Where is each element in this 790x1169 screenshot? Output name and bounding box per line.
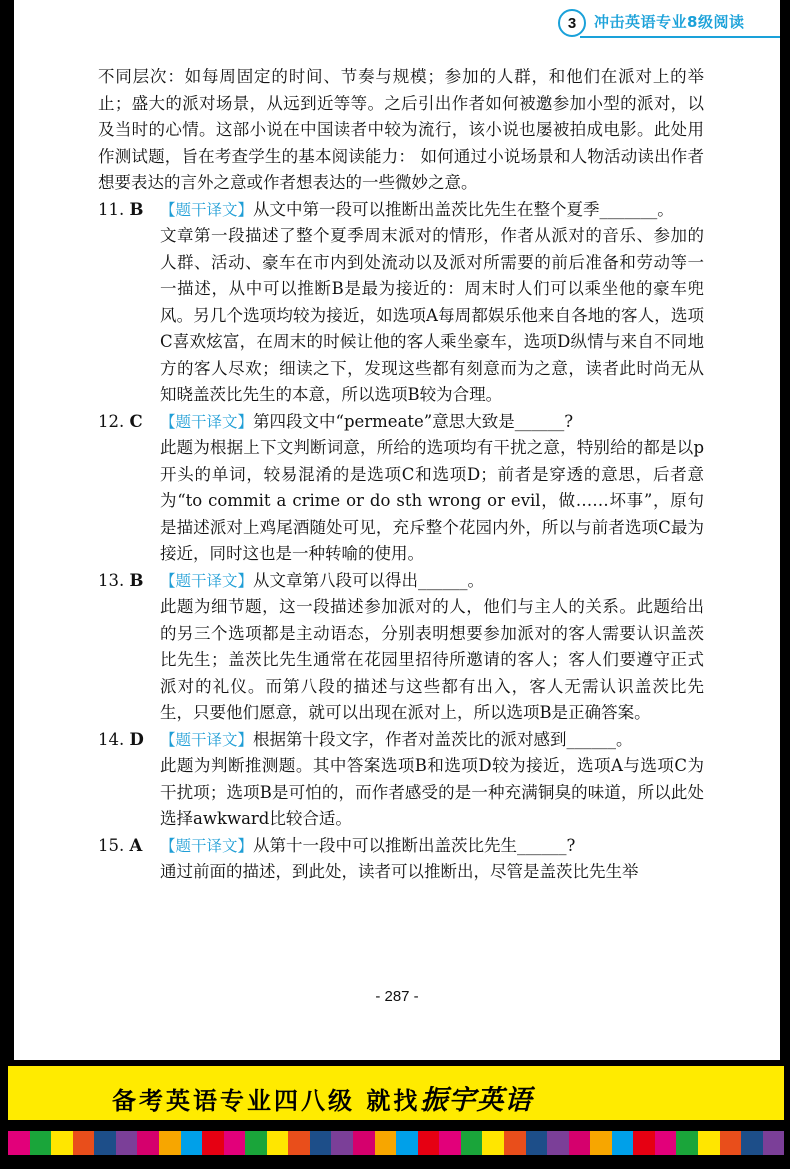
document-page	[14, 0, 780, 1060]
question-number	[98, 727, 160, 754]
banner-slogan	[112, 1078, 532, 1117]
stripe-segment	[504, 1131, 526, 1155]
stem-tag: 【题干译文】	[160, 412, 254, 431]
stripe-segment	[331, 1131, 353, 1155]
question-stem	[160, 197, 704, 224]
question-index: 13.	[98, 570, 125, 590]
question-number	[98, 833, 160, 860]
page-body	[98, 64, 704, 886]
stripe-segment	[547, 1131, 569, 1155]
stripe-segment	[526, 1131, 548, 1155]
question-answer: B	[129, 199, 144, 219]
question-stem	[160, 409, 704, 436]
question-explanation: 此题为根据上下文判断词意，所给的选项均有干扰之意，特别给的都是以p开头的单词，较易混淆的是选项C和选项D；前者是穿透的意思，后者意为“to commit a crime or do sth wrong or evil，做……坏事”，原句是描述派对上鸡尾酒随处可见，充斥整个花园内外，所以与前者选项C最为接近，同时这也是一种转喻的使用。	[160, 438, 704, 563]
stripe-segment	[181, 1131, 203, 1155]
question-stem	[160, 568, 704, 595]
question-number	[98, 568, 160, 595]
page-number: - 287 -	[375, 988, 419, 1005]
question-stem	[160, 727, 704, 754]
stem-text: 第四段文中“permeate”意思大致是______?	[253, 411, 574, 431]
question-explanation: 此题为细节题，这一段描述参加派对的人，他们与主人的关系。此题给出的另三个选项都是主动语态，分别表明想要参加派对的客人需要认识盖茨比先生；盖茨比先生通常在花园里招待所邀请的客人；客人们要遵守正式派对的礼仪。而第八段的描述与这些都有出入，客人无需认识盖茨比先生，只要他们愿意，就可以出现在派对上，所以选项B是正确答案。	[160, 597, 704, 722]
stripe-segment	[590, 1131, 612, 1155]
stripe-segment	[73, 1131, 95, 1155]
question-number	[98, 409, 160, 436]
stripe-segment	[676, 1131, 698, 1155]
question-item	[98, 197, 704, 224]
question-answer: B	[129, 570, 144, 590]
stripe-segment	[763, 1131, 785, 1155]
stripe-segment	[741, 1131, 763, 1155]
question-index: 11.	[98, 199, 125, 219]
stripe-segment	[396, 1131, 418, 1155]
stripe-segment	[51, 1131, 73, 1155]
stem-text: 从文章第八段可以得出______。	[253, 570, 485, 590]
question-index: 15.	[98, 835, 125, 855]
stripe-segment	[30, 1131, 52, 1155]
stripe-segment	[482, 1131, 504, 1155]
stripe-segment	[353, 1131, 375, 1155]
stripe-segment	[310, 1131, 332, 1155]
question-answer: A	[129, 835, 143, 855]
stripe-segment	[569, 1131, 591, 1155]
question-index: 12.	[98, 411, 125, 431]
banner-text: 备考英语专业四八级 就找	[112, 1087, 421, 1115]
question-list	[98, 197, 704, 886]
stem-tag: 【题干译文】	[160, 571, 254, 590]
stem-text: 从第十一段中可以推断出盖茨比先生______?	[253, 835, 576, 855]
stripe-segment	[137, 1131, 159, 1155]
question-index: 14.	[98, 729, 125, 749]
footer-banner	[8, 1066, 784, 1120]
stripe-segment	[159, 1131, 181, 1155]
question-explanation: 文章第一段描述了整个夏季周末派对的情形，作者从派对的音乐、参加的人群、活动、豪车在市内到处流动以及派对所需要的前后准备和劳动等一一描述，从中可以推断B是最为接近的：周末时人们可以乘坐他的豪车兜风。另几个选项均较为接近，如选项A每周都娱乐他来自各地的客人，选项C喜欢炫富，在周末的时候让他的客人乘坐豪车，选项D纵情与来自不同地方的客人尽欢；细读之下，发现这些都有刻意而为之意，读者此时尚无从知晓盖茨比先生的本意，所以选项B较为合理。	[160, 226, 704, 404]
question-answer: C	[129, 411, 143, 431]
stripe-segment	[116, 1131, 138, 1155]
stem-text: 从文中第一段可以推断出盖茨比先生在整个夏季_______。	[253, 199, 674, 219]
stripe-segment	[633, 1131, 655, 1155]
stripe-segment	[439, 1131, 461, 1155]
question-explanation: 通过前面的描述，到此处，读者可以推断出，尽管是盖茨比先生举	[160, 862, 639, 881]
question-item	[98, 409, 704, 436]
running-header-title: 冲击英语专业8级阅读	[594, 13, 745, 31]
stripe-segment	[245, 1131, 267, 1155]
stripe-segment	[655, 1131, 677, 1155]
intro-paragraph: 不同层次：如每周固定的时间、节奏与规模；参加的人群，和他们在派对上的举止；盛大的派对场景，从远到近等等。之后引出作者如何被邀参加小型的派对，以及当时的心情。这部小说在中国读者中较为流行，该小说也屡被拍成电影。此处用作测试题，旨在考查学生的基本阅读能力： 如何通过小说场景和人物活动读出作者想要表达的言外之意或作者想表达的一些微妙之意。	[98, 67, 704, 192]
stripe-segment	[612, 1131, 634, 1155]
color-stripe-bar	[8, 1131, 784, 1155]
banner-brand: 振宇英语	[420, 1085, 533, 1116]
stripe-segment	[375, 1131, 397, 1155]
stripe-segment	[698, 1131, 720, 1155]
stripe-segment	[461, 1131, 483, 1155]
stem-tag: 【题干译文】	[160, 836, 254, 855]
stripe-segment	[224, 1131, 246, 1155]
stripe-segment	[720, 1131, 742, 1155]
stripe-segment	[418, 1131, 440, 1155]
stem-tag: 【题干译文】	[160, 730, 254, 749]
stripe-segment	[202, 1131, 224, 1155]
stem-text: 根据第十段文字，作者对盖茨比的派对感到______。	[253, 729, 633, 749]
question-item	[98, 727, 704, 754]
question-item	[98, 568, 704, 595]
stem-tag: 【题干译文】	[160, 200, 254, 219]
stripe-segment	[8, 1131, 30, 1155]
question-explanation: 此题为判断推测题。其中答案选项B和选项D较为接近，选项A与选项C为干扰项；选项B是可怕的，而作者感受的是一种充满铜臭的味道，所以此处选择awkward比较合适。	[160, 756, 704, 828]
question-number	[98, 197, 160, 224]
question-item	[98, 833, 704, 860]
stripe-segment	[267, 1131, 289, 1155]
stripe-segment	[288, 1131, 310, 1155]
header-rule	[580, 36, 780, 38]
question-stem	[160, 833, 704, 860]
chapter-badge: 3	[558, 9, 586, 37]
stripe-segment	[94, 1131, 116, 1155]
question-answer: D	[129, 729, 144, 749]
